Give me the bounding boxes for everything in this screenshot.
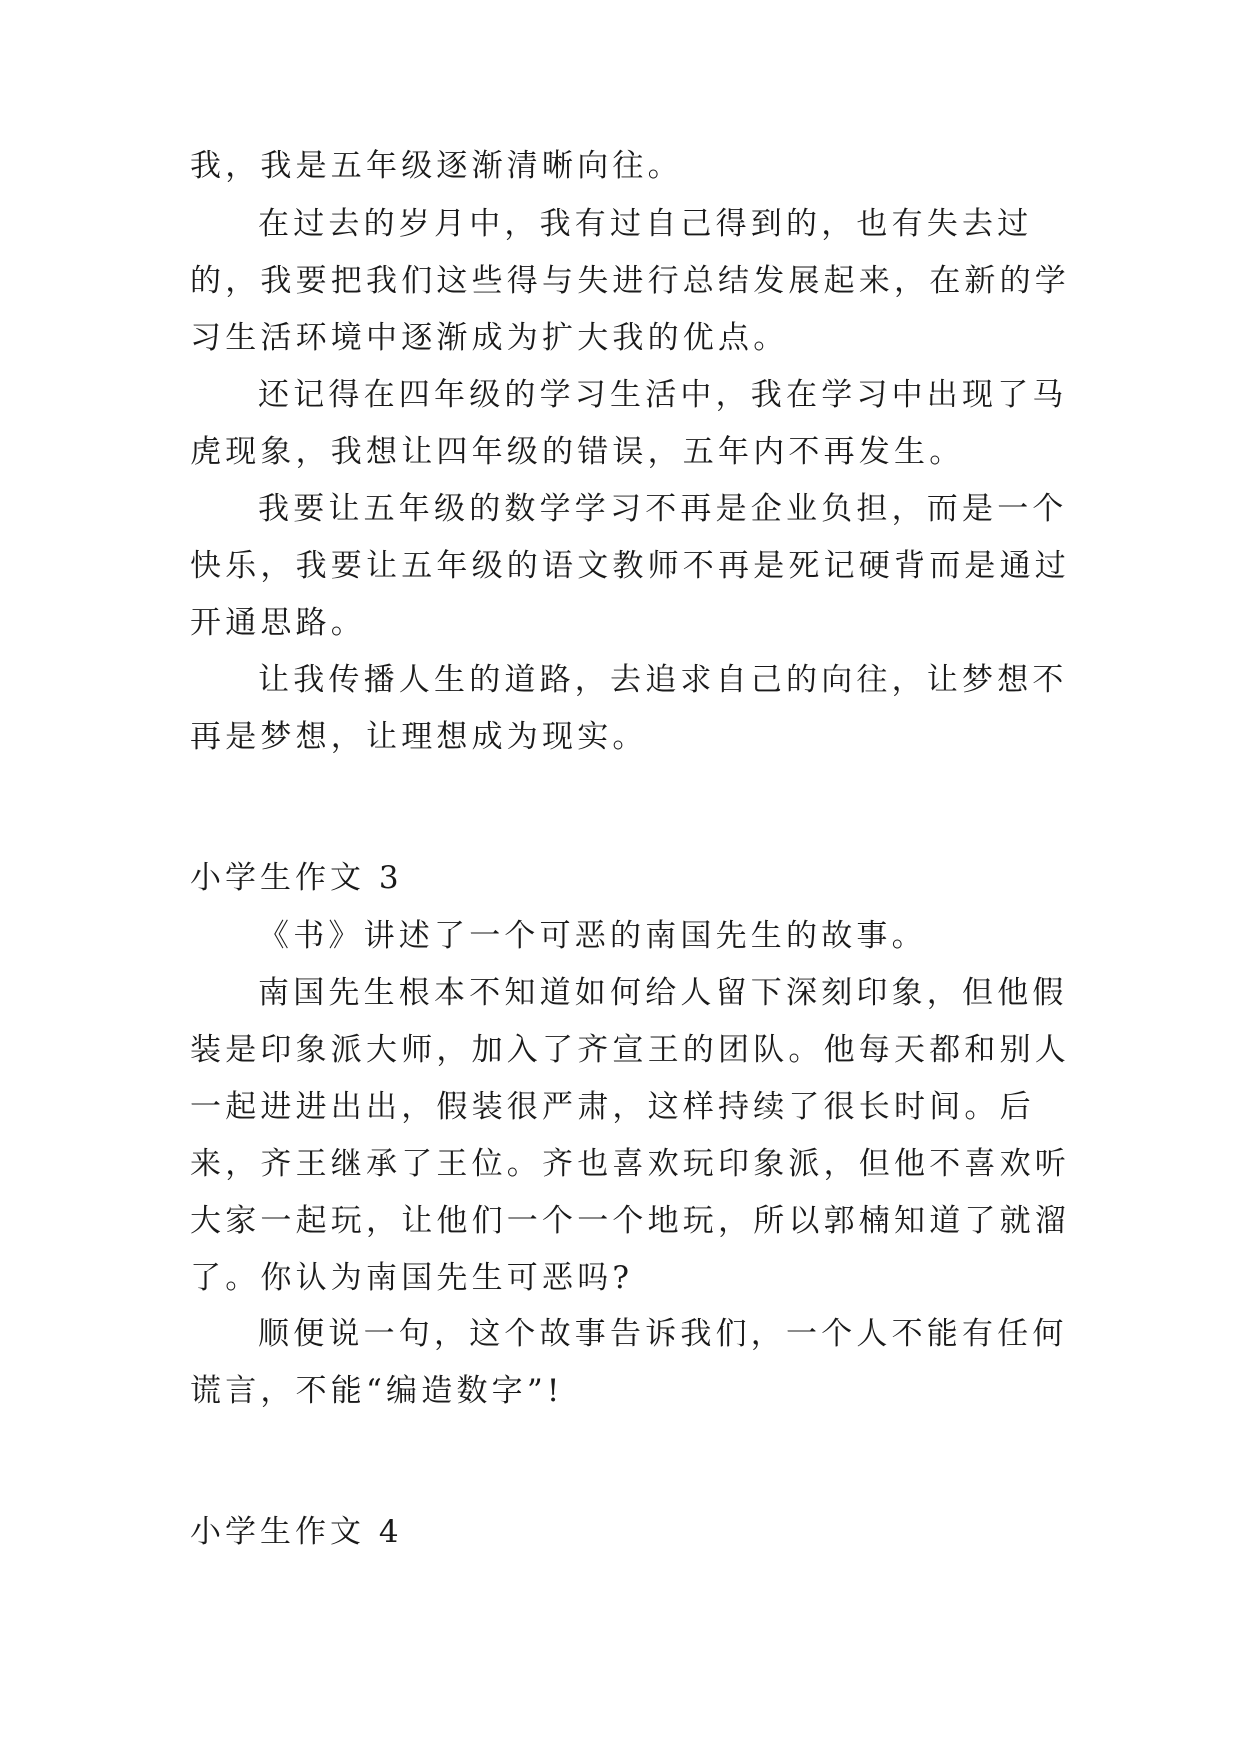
essay-3-heading: 小学生作文 3 <box>190 860 403 896</box>
essay-4-heading: 小学生作文 4 <box>190 1514 403 1550</box>
paragraph-fifth-grade-study: 我要让五年级的数学学习不再是企业负担，而是一个快乐，我要让五年级的语文教师不再是死记硬背而是通过开通思路。 <box>190 491 1070 641</box>
paragraph-book-intro: 《书》讲述了一个可恶的南国先生的故事。 <box>258 918 927 954</box>
paragraph-life-path: 让我传播人生的道路，去追求自己的向往，让梦想不再是梦想，让理想成为现实。 <box>190 662 1068 755</box>
paragraph-nanguo-story: 南国先生根本不知道如何给人留下深刻印象，但他假装是印象派大师，加入了齐宣王的团队。他每天都和别人一起进进出出，假装很严肃，这样持续了很长时间。后来，齐王继承了王位。齐也喜欢玩印象派，但他不喜欢听大家一起玩，让他们一个一个地玩，所以郭楠知道了就溜了。你认为南国先生可恶吗? <box>190 975 1070 1296</box>
paragraph-moral: 顺便说一句，这个故事告诉我们，一个人不能有任何谎言，不能“编造数字”! <box>190 1316 1068 1409</box>
paragraph-fourth-grade: 还记得在四年级的学习生活中，我在学习中出现了马虎现象，我想让四年级的错误，五年内不再发生。 <box>190 377 1068 470</box>
paragraph-past-years: 在过去的岁月中，我有过自己得到的，也有失去过的，我要把我们这些得与失进行总结发展起来，在新的学习生活环境中逐渐成为扩大我的优点。 <box>190 206 1070 356</box>
paragraph-continuation: 我，我是五年级逐渐清晰向往。 <box>190 148 683 184</box>
